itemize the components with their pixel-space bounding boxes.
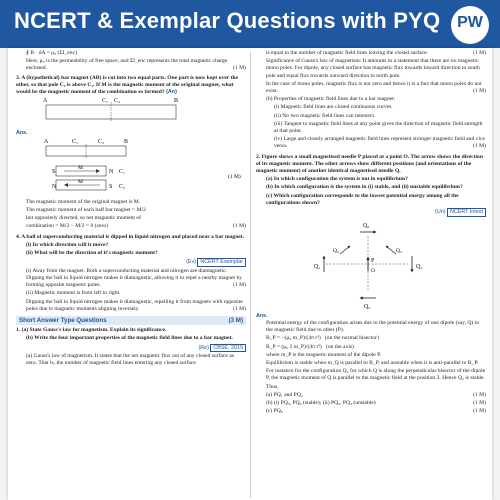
equation: B_P = −(μ₀ m_P)/(4π r³) (on the normal bisector) bbox=[266, 335, 379, 342]
fig-label: Q₁ bbox=[314, 263, 321, 270]
answer-item: (a) PQ₁ and PQ₂ (1 M) bbox=[266, 391, 486, 398]
logo-text: PW bbox=[457, 14, 483, 31]
header-banner bbox=[0, 0, 500, 48]
fig-label: Q₂ bbox=[416, 263, 423, 270]
question-3: 3. A (hypothetical) bar magnet (AB) is cut into two equal parts. One part is now kept over the other, so that pole C₂ is above C₁. If M is the magnetic moment of the original magnet, what would be the magnetic moment of the combination so formed? (An) bbox=[16, 74, 238, 96]
pw-logo-icon bbox=[451, 6, 489, 44]
text-line: (b) Properties of magnetic field lines due to a bar magnet: bbox=[266, 96, 396, 103]
bar-magnet-figure-1 bbox=[16, 97, 246, 127]
answer-text: Equilibrium is stable when m_Q is parallel to B_P, and unstable when it is anti-parallel to B_P. bbox=[266, 359, 479, 366]
answer-item: (c) PQ₆ (1 M) bbox=[266, 408, 486, 415]
question-tag: (Ev) NCERT Exemplar bbox=[16, 258, 246, 267]
fig-label: O bbox=[371, 267, 375, 274]
question-1-part-b: (b) Write the four important properties of the magnetic field lines due to a bar magnet. bbox=[26, 335, 233, 342]
question-2-part-a: (a) In which configuration the system is not in equilibrium? bbox=[266, 176, 408, 183]
fig-label: N bbox=[52, 183, 57, 190]
answer-text: where m_P is the magnetic moment of the dipole P. bbox=[266, 351, 382, 358]
fig-label: C₁ bbox=[102, 98, 109, 105]
gauss-equation: ∮ B · dA = μ₀ (ΣI_enc) bbox=[26, 50, 77, 56]
question-2: 2. Figure shows a small magnetised needle P placed at a point O. The arrow shows the direction of its magnetic moment. The other arrows show different positions (and orientations of the magnetic moment) of another identical magnetised needle Q. bbox=[256, 153, 483, 175]
section-header: Short Answer Type Questions (3 M) bbox=[16, 316, 246, 325]
equation: B_P = (μ₀ 2 m_P)/(4π r³) (on the axis) bbox=[266, 343, 354, 350]
column-divider bbox=[250, 52, 251, 498]
text-line: The magnetic moment of each half bar magnet = M/2 bbox=[26, 207, 146, 214]
book-page bbox=[8, 48, 492, 500]
marks: (1 M) bbox=[228, 173, 241, 180]
property-item: (iii) Tangent to magnetic field lines at any point gives the direction of magnetic field strength at that point. bbox=[274, 120, 483, 135]
fig-label: C₂ bbox=[119, 183, 126, 190]
fig-label: S bbox=[52, 168, 56, 175]
question-1: 1. (a) State Gauss's law for magnetism. Explain its significance. bbox=[16, 327, 167, 334]
text-line: is equal to the number of magnetic field lines leaving the closed surface. (1 M) bbox=[266, 50, 486, 56]
fig-label: S bbox=[109, 183, 113, 190]
answer-text: Potential energy of the configuration arises due to the potential energy of one dipole (say, Q) in the magnetic field due to other (P). bbox=[266, 319, 480, 334]
bar-magnet-figure-2 bbox=[16, 138, 246, 196]
question-tag: (Re) CBSE, 2019 bbox=[16, 344, 246, 353]
needle-configuration-figure bbox=[256, 218, 486, 310]
answer-label: Ans. bbox=[16, 130, 28, 137]
answer-text: For instance for the configuration Q₃ for which Q is along the perpendicular bisector of the dipole P, the magnetic moment of Q is parallel to the magnetic field at the position 3. Hence Q₃ is stable. bbox=[266, 368, 486, 382]
fig-label: M bbox=[78, 164, 83, 171]
text-line: The magnetic moment of the original magnet is M. bbox=[26, 198, 141, 205]
fig-label: A bbox=[43, 98, 48, 105]
text-line: Here, μ₀ is the permeability of free space, and ΣI_enc represents the total magnetic charge enclosed. (1 M) bbox=[26, 58, 246, 72]
fig-label: B bbox=[124, 138, 129, 145]
question-4-part-ii: (ii) What will be the direction of it's magnetic moment? bbox=[26, 250, 158, 257]
property-item: (i) Magnetic field lines are closed continuous curves. bbox=[274, 104, 393, 111]
text-line: but oppositely directed, so net magnetic moment of bbox=[26, 215, 141, 222]
question-2-part-c: (c) Which configuration corresponds to the lowest potential energy among all the configurations shown? bbox=[266, 192, 459, 206]
question-4: 4. A ball of superconducting material is dipped in liquid nitrogen and placed near a bar magnet. bbox=[16, 233, 245, 240]
answer-text: (ii) Magnetic moment is from left to right. bbox=[26, 290, 121, 297]
fig-label: M bbox=[78, 178, 83, 185]
answer-text: (a) Gauss's law of magnetism. It states that the net magnetic flux out of any closed surface as zero. That is, the number of magnetic field lines entering any closed surface bbox=[26, 353, 234, 367]
fig-label: Q₅ bbox=[364, 303, 371, 310]
fig-label: A bbox=[44, 138, 49, 145]
fig-label: C₂ bbox=[98, 138, 105, 145]
question-2-part-b: (b) In which configuration is the system in (i) stable, and (ii) unstable equilibrium? bbox=[266, 184, 463, 191]
left-column bbox=[16, 50, 246, 368]
property-item: (ii) No two magnetic field lines can intersect. bbox=[274, 112, 376, 119]
fig-label: C₁ bbox=[119, 168, 126, 175]
fig-label: P bbox=[371, 257, 375, 264]
banner-title: NCERT & Exemplar Questions with PYQ bbox=[14, 8, 441, 33]
question-4-part-i: (i) In which direction will it move? bbox=[26, 241, 109, 248]
answer-text: Thus, bbox=[266, 383, 279, 390]
right-column bbox=[256, 50, 486, 416]
text-line: In the case of mono poles, magnetic flux is not zero and hence it is a fact that mono poles do not exist. (1 M) bbox=[266, 80, 486, 95]
text-line: Significance of Gauss's law of magnetism: It amounts to a statement that there are no magnetic mono poles. For dipole, any closed surface has magnetic flux towards inward direction to south pole and equal flux towards outward direction to north pole. bbox=[266, 58, 480, 79]
fig-label: C₂ bbox=[114, 98, 121, 105]
fig-label: B bbox=[174, 98, 179, 105]
fig-label: Q₃ bbox=[333, 247, 339, 254]
answer-label: Ans. bbox=[256, 312, 268, 319]
answer-text: Dipping the ball in liquid nitrogen makes it diamagnetic, repelling it from magnets with opposite poles due to magnetic moments aligning inversely. (1 M) bbox=[26, 298, 246, 312]
answer-text: (i) Away from the magnet. Both a superconducting material and nitrogen are diamagnetic. Dipping the ball in liquid nitrogen makes it diamagnetic, allowing it to repel a nearby magnet by forming opposite magnetic poles. (1 M) bbox=[26, 267, 246, 289]
fig-label: Q₆ bbox=[363, 222, 370, 229]
fig-label: Q₄ bbox=[396, 247, 402, 254]
question-tag: (Un) NCERT Intext bbox=[256, 208, 486, 217]
text-line: combination = M/2 − M/2 = 0 (zero) (1 M) bbox=[26, 223, 246, 230]
fig-label: C₁ bbox=[72, 138, 79, 145]
fig-label: N bbox=[109, 168, 114, 175]
property-item: (iv) Large and closely arranged magnetic field lines represent stronger magnetic field and vice versa. (1 M) bbox=[274, 136, 486, 150]
answer-item: (b) (i) PQ₃, PQ₆ (stable); (ii) PQ₅, PQ₄ (unstable) (1 M) bbox=[266, 400, 486, 406]
